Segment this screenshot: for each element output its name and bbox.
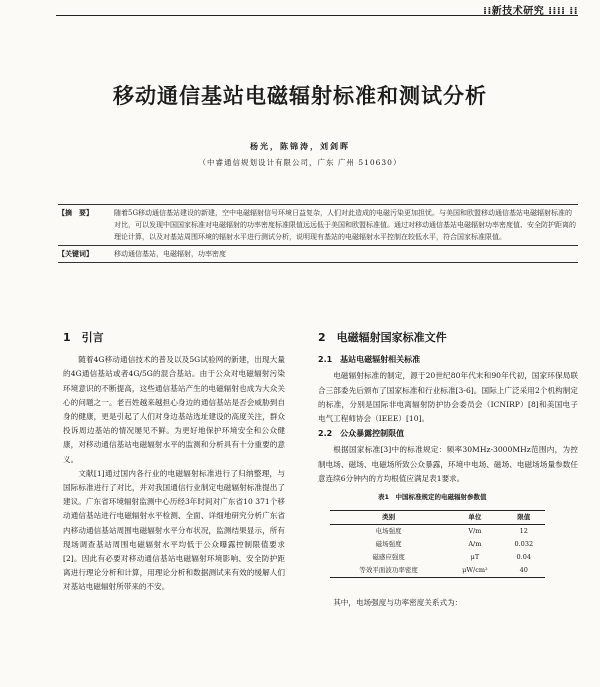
limits-table (330, 510, 545, 578)
table-cell: μT (470, 553, 480, 562)
abstract-bottom-rule (58, 262, 578, 263)
subsection-2-1-heading: 2.1 基站电磁辐射相关标准 (318, 355, 421, 365)
table-cell: 等效平面波功率密度 (330, 564, 447, 578)
table-cell: 电场强度 (375, 527, 402, 536)
table-cell: 12 (519, 527, 528, 536)
table-cell: 40 (503, 564, 545, 578)
left-column (63, 331, 285, 595)
keywords-text: 移动通信基站，电磁辐射，功率密度 (114, 250, 226, 258)
table-cell: 0.04 (516, 553, 532, 562)
abstract-box (58, 204, 578, 263)
paper-title: 移动通信基站电磁辐射标准和测试分析 (113, 84, 487, 108)
section-1-paragraph-2: 文献[1]通过国内各行业的电磁辐射标准进行了归纳整理，与国际标准进行了对比，并对我国通信行业制定电磁辐射标准提出了建议。广东省环境辐射监测中心历经3年时间对广东省10 371个移动通信基站进行电磁辐射水平检测、全面、详细地研究分析广东省内移动通信基站周围电磁辐射水平分布状况，监测结果显示，所有现场调查基站周围电磁辐射水平均低于公众曝露控制限值要求[2]。因此有必要对移动通信基站电磁辐射环境影响、安全防护距离进行理论分析和计算，用理论分析和数据测试来有效的缓解人们对基站电磁辐射所带来的不安。 (63, 468, 285, 592)
section-1-heading: 1 引言 (63, 331, 104, 344)
table-cell: 磁场强度 (375, 540, 402, 549)
table-row (330, 525, 545, 539)
table-cell: μW/cm² (447, 564, 502, 578)
header-rule (56, 15, 578, 16)
section-tag: ⁞⁞新技术研究 ⁞⁞⁞⁞ ⁞⁞ (483, 6, 578, 17)
section-2-heading: 2 电磁辐射国家标准文件 (318, 331, 447, 344)
table-header-cell: 单位 (447, 511, 502, 525)
section-2-1-paragraph: 电磁辐射标准的制定，源于20世纪80年代末和90年代初，国家环保局联合三部委先后颁布了国家标准和行业标准[3-6]。国际上广泛采用2个机构制定的标准，分别是国际非电离辐射防护协会委员会（ICNIRP）[8]和美国电子电气工程师协会（IEEE）[10]。 (318, 371, 578, 424)
table-caption: 表1 中国标准规定的电磁辐射参数值 (378, 493, 487, 502)
table-cell: 0.032 (514, 540, 534, 549)
authors: 杨光，陈锦涛，刘剑晖 (250, 141, 350, 151)
section-2-2-paragraph: 根据国家标准[3]中的标准规定：频率30MHz-3000MHz范围内，为控制电场、磁场、电磁场所致公众暴露，环境中电场、磁场、电磁场场量参数任意连续6分钟内的方均根值应满足表1要求。 (318, 445, 578, 483)
table-cell: V/m (468, 527, 482, 536)
table-header-row (330, 511, 545, 525)
section-1-paragraph-1: 随着4G移动通信技术的普及以及5G试验网的新建，出现大量的4G通信基站或者4G/5G的混合基站。由于公众对电磁辐射污染环境意识的不断提高，这些通信基站产生的电磁辐射也成为大众关心的问题之一。老百姓越来越担心身边的通信基站是否会威胁到自身的健康，更是引起了人们对身边基站选址建设的高度关注，群众投诉周边基站的情况屡见不鲜。为更好地保护环境安全和公众健康，对移动通信基站电磁辐射水平的监测和分析具有十分重要的意义。 (63, 355, 285, 464)
affiliation: （中睿通信规划设计有限公司，广东 广州 510630） (198, 158, 402, 167)
table-row (330, 551, 545, 564)
subsection-2-2-heading: 2.2 公众暴露控制限值 (318, 429, 405, 439)
table-cell: A/m (468, 540, 482, 549)
table-header-cell: 类别 (330, 511, 447, 525)
abstract-text: 随着5G移动通信基站建设的新建，空中电磁辐射信号环境日益复杂，人们对此造成的电磁污染更加担忧。与美国和欧盟移动通信基站电磁辐射标准的对比，可以发现中国国家标准对电磁辐射的功率密度标准限值远远低于美国和欧盟标准值。通过对移动通信基站电磁辐射功率密度值、安全防护距离的理论计算，以及对基站周围环境的辐射水平进行测试分析，说明现有基站的电磁辐射水平控制在较低水平，符合国家标准限值。 (114, 209, 576, 241)
table-row (330, 538, 545, 551)
abstract-label: 【摘 要】 (58, 209, 93, 217)
abstract-row (58, 205, 578, 245)
table-cell: 磁感应强度 (372, 553, 405, 562)
post-table-text: 其中，电场强度与功率密度关系式为： (333, 598, 463, 608)
keywords-label: 【关键词】 (58, 250, 93, 258)
right-column (318, 331, 578, 610)
keywords-row (58, 246, 578, 262)
table-header-cell: 限值 (503, 511, 545, 525)
table-row (330, 564, 545, 578)
